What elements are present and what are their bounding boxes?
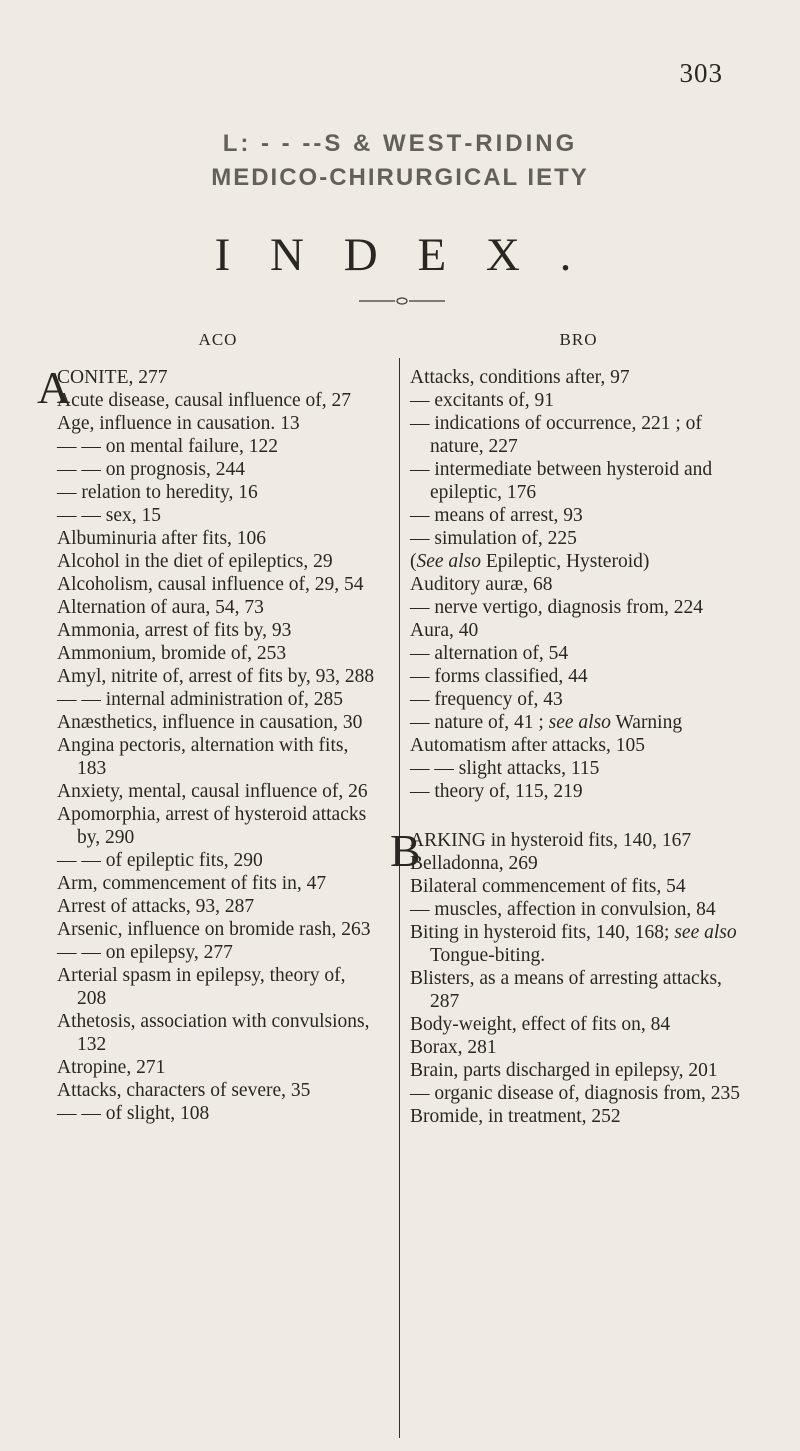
right-column	[390, 330, 747, 1128]
page-number: 303	[679, 58, 723, 88]
library-stamp-line-1: L: ‑ ‑ ‑‑S & WEST‑RIDING	[222, 130, 578, 157]
index-entry: — — internal administration of, 285	[57, 689, 343, 710]
index-entry: — — of slight, 108	[57, 1103, 210, 1124]
index-entry: — theory of, 115, 219	[410, 781, 583, 802]
index-entry: Bromide, in treatment, 252	[410, 1106, 621, 1127]
index-entry: Attacks, characters of severe, 35	[57, 1080, 311, 1101]
index-entry: Belladonna, 269	[410, 853, 538, 874]
index-entry: Aura, 40	[410, 620, 479, 641]
index-entry: Attacks, conditions after, 97	[410, 367, 630, 388]
index-entry-text: ARKING in hysteroid fits, 140, 167	[410, 830, 692, 851]
index-entry: — nature of, 41 ; see also Warning	[410, 712, 683, 733]
index-entry: — — sex, 15	[57, 505, 161, 526]
ornament-rule	[359, 297, 445, 305]
section-gap	[410, 803, 747, 829]
library-stamp-line-2: MEDICO‑CHIRURGICAL IETY	[211, 164, 589, 191]
index-entry: — — on epilepsy, 277	[57, 942, 233, 963]
index-entry: Apomorphia, arrest of hysteroid attacks by, 290	[57, 804, 367, 848]
index-entry: Ammonium, bromide of, 253	[57, 643, 287, 664]
index-entry: Alternation of aura, 54, 73	[57, 597, 264, 618]
index-entry: Blisters, as a means of arresting attacks, 287	[410, 968, 722, 1012]
index-entry: Alcoholism, causal influence of, 29, 54	[57, 574, 364, 595]
index-entry: Amyl, nitrite of, arrest of fits by, 93, 288	[57, 666, 375, 687]
index-entry: Age, influence in causation. 13	[57, 413, 300, 434]
index-entry: — means of arrest, 93	[410, 505, 583, 526]
index-entry: — forms classified, 44	[410, 666, 588, 687]
index-entry: — nerve vertigo, diagnosis from, 224	[410, 597, 703, 618]
left-column	[37, 330, 379, 1125]
index-entry: — — on prognosis, 244	[57, 459, 245, 480]
left-entry-list	[37, 362, 379, 1125]
index-entry: Acute disease, causal influence of, 27	[57, 390, 352, 411]
index-entry: Brain, parts discharged in epilepsy, 201	[410, 1060, 718, 1081]
left-column-header: ACO	[198, 330, 238, 349]
column-divider	[399, 358, 400, 1438]
index-entry: Body-weight, effect of fits on, 84	[410, 1014, 671, 1035]
index-entry: — simulation of, 225	[410, 528, 577, 549]
index-entry: — relation to heredity, 16	[57, 482, 258, 503]
index-entry: Alcohol in the diet of epileptics, 29	[57, 551, 333, 572]
index-entry: Automatism after attacks, 105	[410, 735, 646, 756]
drop-cap-b: B	[390, 825, 421, 876]
index-entry: Arm, commencement of fits in, 47	[57, 873, 327, 894]
index-entry: Atropine, 271	[57, 1057, 166, 1078]
index-entry: Anxiety, mental, causal influence of, 26	[57, 781, 368, 802]
drop-cap-a: A	[37, 362, 71, 413]
index-entry: — — of epileptic fits, 290	[57, 850, 263, 871]
index-entry: Arsenic, influence on bromide rash, 263	[57, 919, 371, 940]
index-entry: Arrest of attacks, 93, 287	[57, 896, 255, 917]
index-entry: Athetosis, association with convulsions, 132	[57, 1011, 370, 1055]
index-title: I N D E X .	[214, 229, 586, 281]
index-entry: — frequency of, 43	[410, 689, 563, 710]
index-entry: Arterial spasm in epilepsy, theory of, 208	[57, 965, 346, 1009]
index-entry: Angina pectoris, alternation with fits, 183	[57, 735, 349, 779]
index-entry: Borax, 281	[410, 1037, 497, 1058]
index-entry: — indications of occurrence, 221 ; of nature, 227	[410, 413, 702, 457]
index-entry: Ammonia, arrest of fits by, 93	[57, 620, 292, 641]
index-entry: — alternation of, 54	[410, 643, 569, 664]
index-entry: Biting in hysteroid fits, 140, 168; see also Tongue-biting.	[410, 922, 737, 966]
index-entry: Auditory auræ, 68	[410, 574, 553, 595]
index-entry: — intermediate between hysteroid and epileptic, 176	[410, 459, 713, 503]
index-entry: — — slight attacks, 115	[410, 758, 600, 779]
index-entry: — muscles, affection in convulsion, 84	[410, 899, 716, 920]
index-entry: Bilateral commencement of fits, 54	[410, 876, 686, 897]
index-entry: — organic disease of, diagnosis from, 235	[410, 1083, 740, 1104]
index-entry-text: CONITE, 277	[57, 367, 168, 388]
index-entry: (See also Epileptic, Hysteroid)	[410, 551, 650, 572]
index-entry: Anæsthetics, influence in causation, 30	[57, 712, 363, 733]
index-entry: Albuminuria after fits, 106	[57, 528, 267, 549]
right-column-header: BRO	[559, 330, 598, 349]
index-entry: — — on mental failure, 122	[57, 436, 278, 457]
right-entry-list-b	[390, 825, 747, 1128]
right-entry-list-a	[410, 366, 747, 803]
index-entry: — excitants of, 91	[410, 390, 555, 411]
